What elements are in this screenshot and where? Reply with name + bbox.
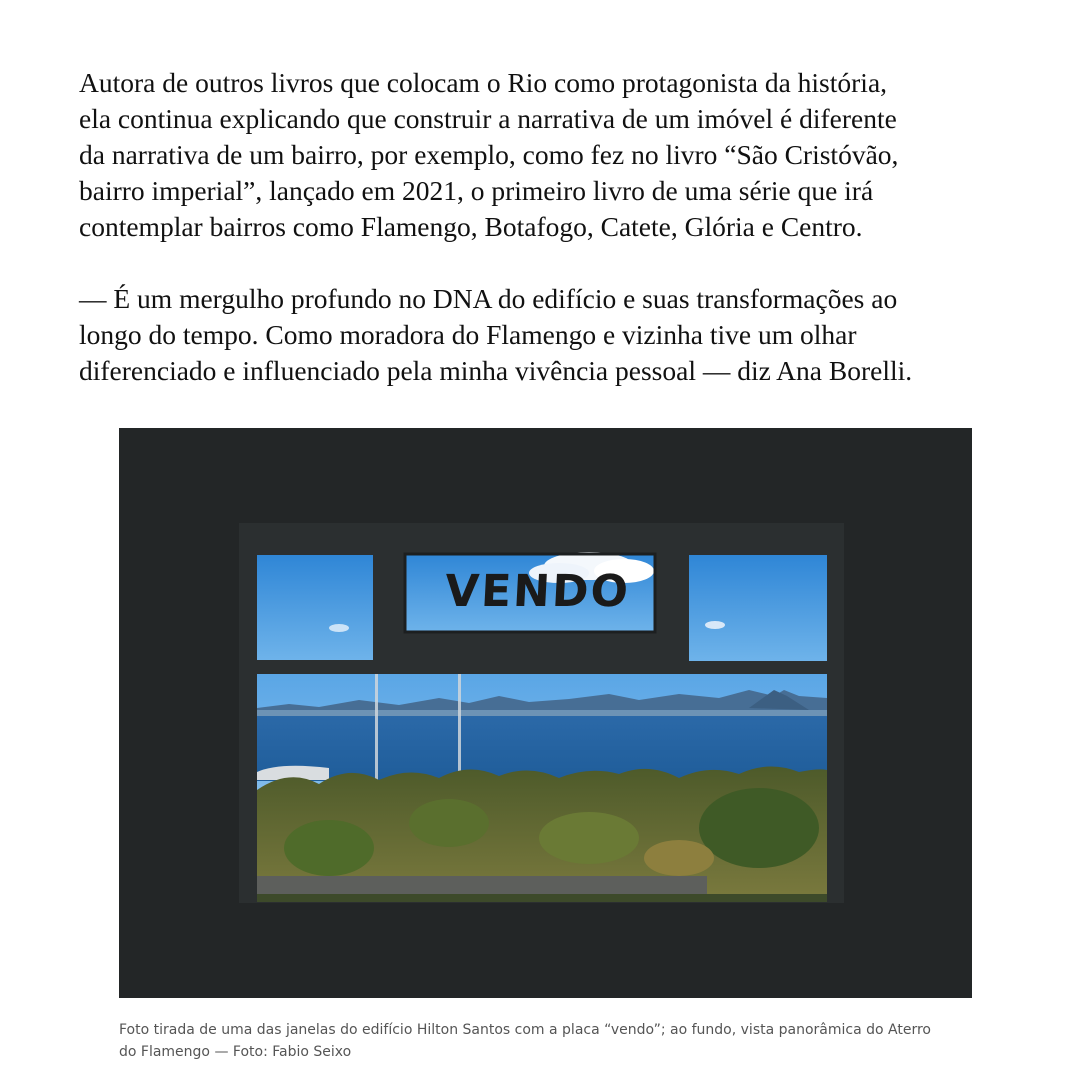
article-quote-paragraph xyxy=(79,281,1069,389)
paragraph-line: da narrativa de um bairro, por exemplo, como fez no livro “São Cristóvão, xyxy=(79,139,899,170)
paragraph-line: Autora de outros livros que colocam o Rio como protagonista da história, xyxy=(79,67,888,98)
paragraph-line: ela continua explicando que construir a narrativa de um imóvel é diferente xyxy=(79,103,897,134)
caption-line: Foto tirada de uma das janelas do edifício Hilton Santos com a placa “vendo”; ao fundo, vista panorâmica do Aterro xyxy=(119,1022,931,1038)
photo-caption xyxy=(119,1019,979,1063)
vendo-sign: VENDO xyxy=(443,566,632,617)
paragraph-line: — É um mergulho profundo no DNA do edifício e suas transformações ao xyxy=(79,283,898,314)
paragraph-line: bairro imperial”, lançado em 2021, o primeiro livro de uma série que irá xyxy=(79,175,874,206)
paragraph-line: diferenciado e influenciado pela minha vivência pessoal — diz Ana Borelli. xyxy=(79,355,913,386)
road xyxy=(257,876,707,894)
paragraph-line: contemplar bairros como Flamengo, Botafogo, Catete, Glória e Centro. xyxy=(79,211,863,242)
paragraph-line: longo do tempo. Como moradora do Flamengo e vizinha tive um olhar xyxy=(79,319,857,350)
article-photo xyxy=(119,428,972,998)
window-pane-top-right xyxy=(689,555,827,661)
window-pane-top-left xyxy=(257,555,373,660)
article-paragraph xyxy=(79,65,1069,245)
window-view-illustration xyxy=(119,428,972,998)
window-pane-panorama xyxy=(257,674,827,902)
caption-line: do Flamengo — Foto: Fabio Seixo xyxy=(119,1044,352,1060)
bay-water xyxy=(257,716,827,781)
